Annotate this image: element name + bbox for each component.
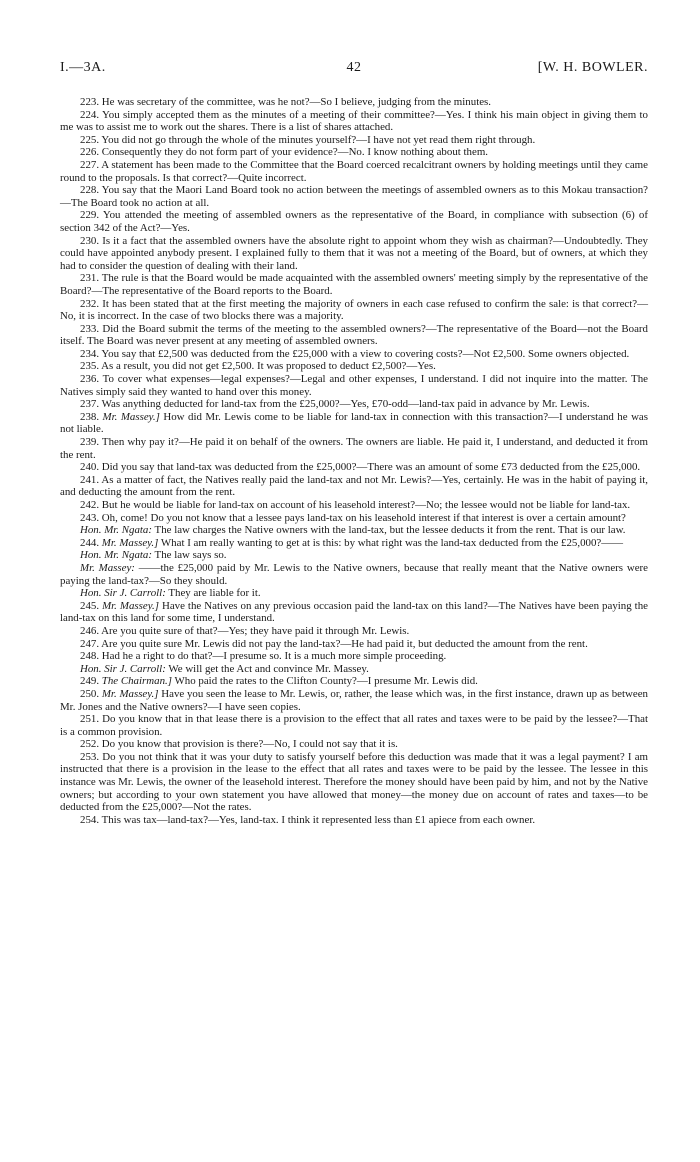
testimony-paragraph: 228. You say that the Maori Land Board took no action between the meetings of assembled owners as to this Mokau transaction?—The Board took no action at all. — [60, 184, 648, 209]
testimony-paragraph — [60, 663, 648, 676]
question-number: 245. — [80, 599, 103, 612]
testimony-paragraph: 247. Are you quite sure Mr. Lewis did not pay the land-tax?—He had paid it, but deducted the amount from the rent. — [80, 637, 588, 650]
testimony-text: ——the £25,000 paid by Mr. Lewis to the Native owners, because that really meant that the Native owners were paying the land-tax?—So they should. — [60, 561, 648, 587]
testimony-paragraph — [60, 688, 648, 713]
testimony-paragraph: 252. Do you know that provision is there?—No, I could not say that it is. — [80, 738, 398, 751]
testimony-paragraph: 235. As a result, you did not get £2,500. It was proposed to deduct £2,500?—Yes. — [80, 360, 436, 373]
testimony-paragraph — [60, 524, 648, 537]
testimony-paragraph: 232. It has been stated that at the first meeting the majority of owners in each case refused to confirm the sale: is that correct?—No, it is incorrect. In the case of two blocks there was a majority. — [60, 297, 648, 323]
testimony-paragraph: 234. You say that £2,500 was deducted from the £25,000 with a view to covering costs?—Not £2,500. Some owners objected. — [80, 347, 630, 360]
testimony-paragraph: 240. Did you say that land-tax was deducted from the £25,000?—There was an amount of some £73 deducted from the £25,000. — [80, 461, 641, 474]
testimony-text: What I am really wanting to get at is this: by what right was the land-tax deducted from the £25,000?—— — [158, 536, 624, 549]
testimony-text: They are liable for it. — [165, 587, 261, 600]
testimony-paragraph — [60, 537, 648, 550]
speaker-name: Hon. Mr. Ngata: — [80, 524, 153, 537]
testimony-paragraph — [60, 675, 648, 688]
testimony-paragraph — [60, 600, 648, 625]
testimony-paragraph — [60, 411, 648, 436]
testimony-paragraph: 242. But he would be liable for land-tax on account of his leasehold interest?—No; the lessee would not be liable for land-tax. — [80, 499, 631, 511]
speaker-name: Hon. Sir J. Carroll: — [80, 587, 166, 600]
testimony-paragraph: 251. Do you know that in that lease there is a provision to the effect that all rates and taxes were to be paid by the lessee?—That is a common provision. — [60, 713, 648, 738]
testimony-paragraph: 239. Then why pay it?—He paid it on behalf of the owners. The owners are liable. He paid it, I understand, and deducted it from the rent. — [60, 436, 648, 461]
testimony-paragraph: 241. As a matter of fact, the Natives really paid the land-tax and not Mr. Lewis?—Yes, certainly. He was in the habit of paying it, and deducting the amount from the rent. — [60, 473, 648, 499]
testimony-paragraph: 230. Is it a fact that the assembled owners have the absolute right to appoint whom they wish as chairman?—Undoubtedly. They could have appointed anybody present. I explained fully to them that it was not a meeting of the Board, but of owners, at which they had to consider the question of dealing with their land. — [60, 234, 648, 272]
testimony-text: The law charges the Native owners with the land-tax, but the lessee deducts it from the rent. That is our law. — [152, 524, 626, 537]
speaker-name: Mr. Massey.] — [102, 599, 159, 612]
speaker-name: Mr. Massey.] — [102, 410, 160, 423]
testimony-paragraph: 236. To cover what expenses—legal expenses?—Legal and other expenses, I understand. I did not inquire into the matter. The Natives simply said they wanted to hand over this money. — [60, 373, 648, 398]
evidence-transcript — [60, 96, 648, 826]
testimony-text: The law says so. — [152, 549, 227, 562]
testimony-paragraph: 231. The rule is that the Board would be made acquainted with the assembled owners' meeting simply by the representative of the Board?—The representative of the Board reports to the Board. — [60, 272, 648, 297]
report-reference: I.—3A. — [60, 60, 106, 75]
speaker-name: Mr. Massey.] — [101, 687, 159, 700]
speaker-name: Hon. Mr. Ngata: — [80, 549, 153, 562]
speaker-name: The Chairman.] — [101, 675, 172, 688]
testimony-paragraph: 227. A statement has been made to the Committee that the Board coerced recalcitrant owners by holding meetings until they came round to the proposals. Is that correct?—Quite incorrect. — [60, 158, 648, 184]
testimony-text: Have you seen the lease to Mr. Lewis, or, rather, the lease which was, in the first instance, drawn up as between Mr. Jones and the Native owners?—I have seen copies. — [60, 687, 648, 713]
testimony-text: We will get the Act and convince Mr. Massey. — [165, 662, 369, 675]
testimony-paragraph: 233. Did the Board submit the terms of the meeting to the assembled owners?—The representative of the Board—not the Board itself. The Board was never present at any meeting of assembled owners. — [60, 322, 648, 348]
testimony-paragraph: 237. Was anything deducted for land-tax from the £25,000?—Yes, £70-odd—land-tax paid in advance by Mr. Lewis. — [80, 398, 590, 411]
testimony-paragraph: 246. Are you quite sure of that?—Yes; they have paid it through Mr. Lewis. — [80, 624, 410, 637]
testimony-paragraph: 253. Do you not think that it was your duty to satisfy yourself before this deduction was made that it was a legal payment? I am instructed that there is a provision in the lease to the effect that all rates and taxes were to be paid by the lessee. The lessee in this instance was Mr. Lewis, the owner of the leasehold interest. Therefore the money should have been paid by him, and not by the Native owners; but according to your own statement you have allowed that money—the money due on account of rates and taxes—to be deducted from the £25,000?—Not the rates. — [60, 750, 648, 814]
witness-name: [W. H. BOWLER. — [537, 60, 648, 75]
speaker-name: Hon. Sir J. Carroll: — [80, 662, 166, 675]
question-number: 238. — [80, 410, 103, 423]
testimony-paragraph: 229. You attended the meeting of assembled owners as the representative of the Board, in compliance with subsection (6) of section 342 of the Act?—Yes. — [60, 209, 648, 234]
testimony-paragraph: 254. This was tax—land-tax?—Yes, land-tax. I think it represented less than £1 apiece from each owner. — [80, 813, 536, 826]
testimony-text: Who paid the rates to the Clifton County?—I presume Mr. Lewis did. — [171, 675, 478, 688]
page-number: 42 — [346, 60, 362, 75]
testimony-text: How did Mr. Lewis come to be liable for land-tax in connection with this transaction?—I understand he was not liable. — [60, 410, 649, 436]
testimony-paragraph — [60, 549, 648, 562]
question-number: 250. — [80, 687, 102, 700]
question-number: 244. — [80, 536, 102, 549]
testimony-text: Have the Natives on any previous occasion paid the land-tax on this land?—The Natives have been paying the land-tax on this land for some time, I understand. — [60, 599, 648, 625]
page-header — [60, 60, 648, 96]
testimony-paragraph: 248. Had he a right to do that?—I presume so. It is a much more simple proceeding. — [80, 650, 447, 663]
testimony-paragraph: 226. Consequently they do not form part of your evidence?—No. I know nothing about them. — [80, 146, 489, 159]
speaker-name: Mr. Massey: — [80, 561, 135, 574]
testimony-paragraph — [60, 587, 648, 600]
speaker-name: Mr. Massey.] — [101, 536, 159, 549]
question-number: 249. — [80, 675, 102, 688]
testimony-paragraph: 223. He was secretary of the committee, was he not?—So I believe, judging from the minutes. — [80, 96, 492, 108]
testimony-paragraph: 224. You simply accepted them as the minutes of a meeting of their committee?—Yes. I think his main object in giving them to me was to assist me to work out the shares. There is a list of shares attached. — [60, 108, 648, 134]
testimony-paragraph — [60, 562, 648, 587]
testimony-paragraph: 225. You did not go through the whole of the minutes yourself?—I have not yet read them right through. — [80, 133, 536, 146]
testimony-paragraph: 243. Oh, come! Do you not know that a lessee pays land-tax on his leasehold interest if that interest is over a certain amount? — [80, 511, 626, 524]
